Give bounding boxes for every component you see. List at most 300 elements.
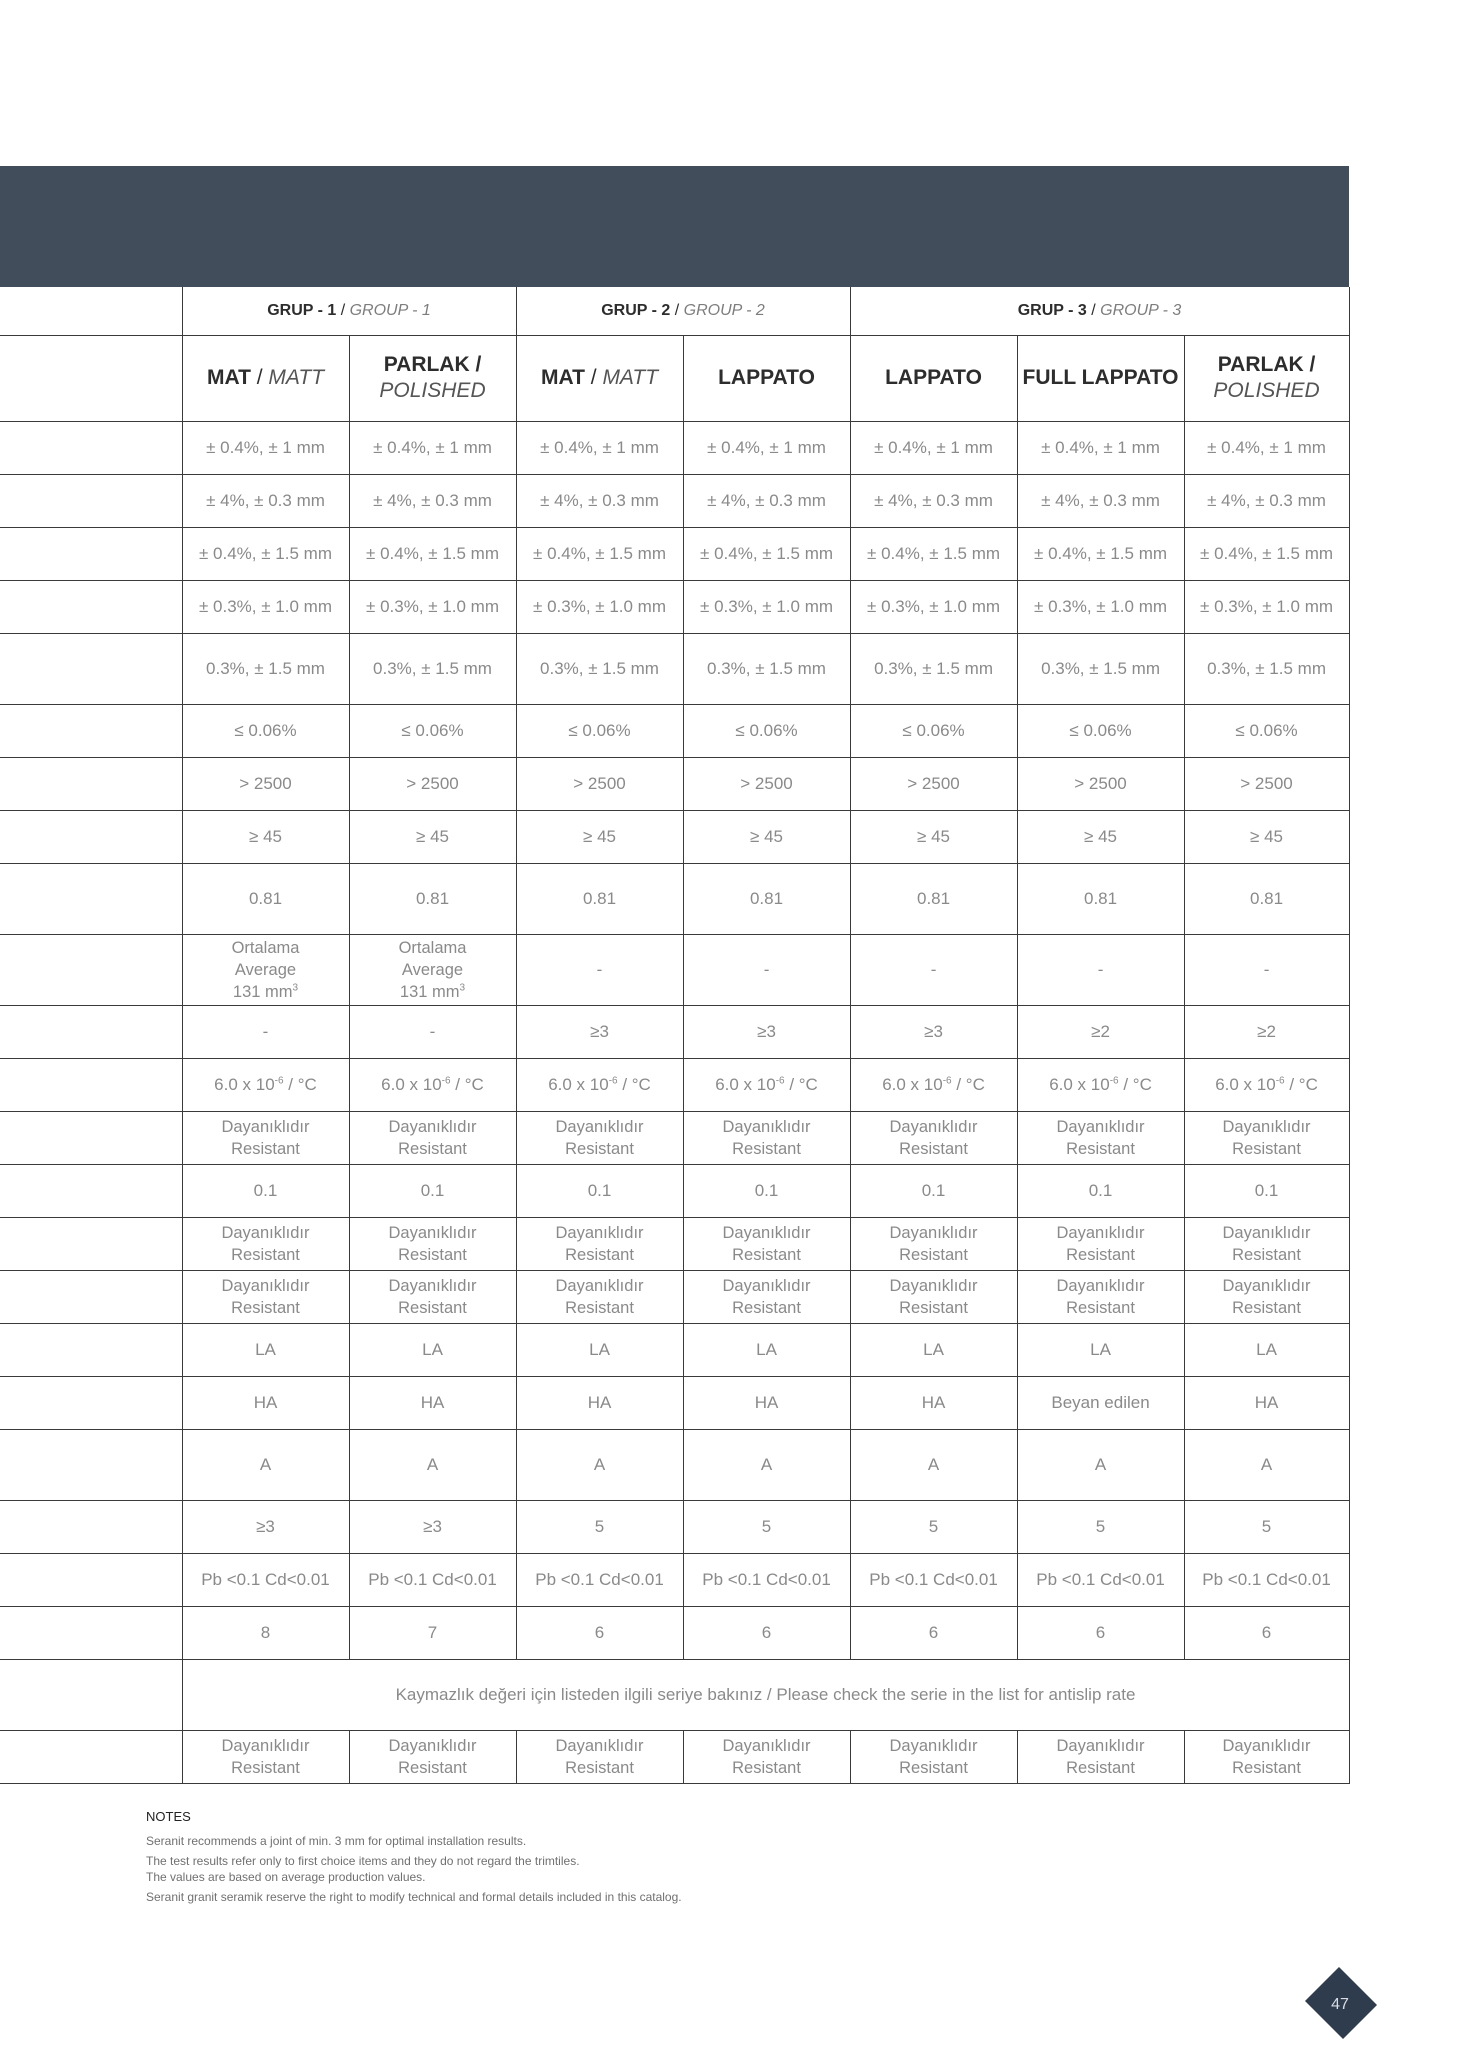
value-cell: 0.81 — [683, 863, 850, 934]
value-cell: 0.81 — [349, 863, 516, 934]
value-cell: ± 4%, ± 0.3 mm — [850, 474, 1017, 527]
value-cell: ≥ 45 — [1017, 810, 1184, 863]
value-cell: 0.1 — [516, 1164, 683, 1217]
value-line-tr: Dayanıklıdır — [889, 1223, 978, 1242]
group-2-header: GRUP - 2 / GROUP - 2 — [516, 287, 850, 335]
value-cell: > 2500 — [850, 757, 1017, 810]
value-line-tr: Dayanıklıdır — [555, 1223, 644, 1242]
value-exponent: -6 — [1275, 1074, 1285, 1086]
value-cell: - — [850, 934, 1017, 1005]
value-cell: 5 — [683, 1500, 850, 1553]
spec-row — [0, 1164, 1349, 1217]
value-cell: > 2500 — [1017, 757, 1184, 810]
value-cell: ± 0.4%, ± 1.5 mm — [516, 527, 683, 580]
value-cell: 0.1 — [850, 1164, 1017, 1217]
value-text: 131 mm — [399, 982, 460, 1001]
value-cell — [1017, 1270, 1184, 1323]
value-cell: ± 4%, ± 0.3 mm — [683, 474, 850, 527]
value-cell — [182, 1058, 349, 1111]
value-cell: - — [1017, 934, 1184, 1005]
label-cell — [0, 1058, 182, 1111]
value-cell: ± 0.3%, ± 1.0 mm — [349, 580, 516, 633]
value-line-tr: Dayanıklıdır — [889, 1117, 978, 1136]
value-unit: / °C — [617, 1074, 651, 1094]
value-exponent: -6 — [608, 1074, 618, 1086]
value-cell: LA — [683, 1323, 850, 1376]
spec-row — [0, 527, 1349, 580]
value-cell: 0.1 — [683, 1164, 850, 1217]
value-line-tr: Dayanıklıdır — [388, 1117, 477, 1136]
value-cell — [349, 1058, 516, 1111]
value-exponent: 3 — [459, 982, 466, 993]
value-cell: 0.3%, ± 1.5 mm — [683, 633, 850, 704]
value-line-amount — [185, 981, 347, 1003]
page-number: 47 — [1331, 1996, 1349, 2013]
value-cell: 8 — [182, 1606, 349, 1659]
value-cell: 0.3%, ± 1.5 mm — [1017, 633, 1184, 704]
value-cell — [683, 1111, 850, 1164]
value-line-en: Resistant — [732, 1245, 801, 1264]
value-line-en: Resistant — [1066, 1245, 1135, 1264]
value-cell: LA — [1017, 1323, 1184, 1376]
value-cell: ± 0.3%, ± 1.0 mm — [850, 580, 1017, 633]
value-exponent: -6 — [274, 1074, 284, 1086]
label-cell — [0, 1323, 182, 1376]
value-line-amount — [352, 981, 514, 1003]
value-cell — [1017, 1730, 1184, 1783]
label-cell — [0, 580, 182, 633]
value-cell: 6 — [683, 1606, 850, 1659]
value-cell: A — [683, 1429, 850, 1500]
value-line-tr: Dayanıklıdır — [889, 1736, 978, 1755]
value-cell: HA — [516, 1376, 683, 1429]
value-cell: > 2500 — [182, 757, 349, 810]
label-cell — [0, 633, 182, 704]
value-line-en: Resistant — [1066, 1758, 1135, 1777]
value-cell: 5 — [850, 1500, 1017, 1553]
group-header-row — [0, 287, 1349, 335]
label-cell — [0, 1606, 182, 1659]
value-cell — [182, 934, 349, 1005]
value-cell: ≤ 0.06% — [349, 704, 516, 757]
value-line-tr: Ortalama — [398, 938, 467, 957]
value-cell: Pb <0.1 Cd<0.01 — [683, 1553, 850, 1606]
value-cell — [850, 1217, 1017, 1270]
column-header-lappato-2: LAPPATO — [683, 335, 850, 421]
spec-row — [0, 704, 1349, 757]
value-line-en: Resistant — [565, 1139, 634, 1158]
value-line-en: Resistant — [899, 1298, 968, 1317]
value-cell — [349, 1270, 516, 1323]
value-cell: > 2500 — [349, 757, 516, 810]
label-cell — [0, 1553, 182, 1606]
value-line-tr: Dayanıklıdır — [1222, 1223, 1311, 1242]
value-cell: ± 0.4%, ± 1.5 mm — [182, 527, 349, 580]
value-cell: ± 0.4%, ± 1 mm — [850, 421, 1017, 474]
value-line-tr: Dayanıklıdır — [1222, 1736, 1311, 1755]
notes-title: NOTES — [146, 1809, 191, 1824]
column-header-row — [0, 335, 1349, 421]
value-unit: / °C — [1284, 1074, 1318, 1094]
value-cell: ≥ 45 — [1184, 810, 1349, 863]
header-band — [0, 166, 1349, 287]
value-exponent: -6 — [441, 1074, 451, 1086]
value-cell: ± 0.3%, ± 1.0 mm — [1184, 580, 1349, 633]
value-line-tr: Ortalama — [231, 938, 300, 957]
value-cell: ± 4%, ± 0.3 mm — [1184, 474, 1349, 527]
value-cell — [182, 1217, 349, 1270]
value-cell: A — [516, 1429, 683, 1500]
spec-row — [0, 1111, 1349, 1164]
value-cell: ± 0.3%, ± 1.0 mm — [683, 580, 850, 633]
column-header-polished-1: PARLAK / POLISHED — [349, 335, 516, 421]
spec-row — [0, 1323, 1349, 1376]
value-cell — [850, 1111, 1017, 1164]
value-cell: ≥3 — [850, 1005, 1017, 1058]
value-line-en: Resistant — [1232, 1139, 1301, 1158]
label-cell — [0, 474, 182, 527]
value-cell — [349, 1730, 516, 1783]
value-line-tr: Dayanıklıdır — [221, 1223, 310, 1242]
label-cell — [0, 1005, 182, 1058]
value-cell: Pb <0.1 Cd<0.01 — [850, 1553, 1017, 1606]
group-3-header: GRUP - 3 / GROUP - 3 — [850, 287, 1349, 335]
spec-row — [0, 580, 1349, 633]
value-line-tr: Dayanıklıdır — [555, 1117, 644, 1136]
value-line-en: Resistant — [231, 1245, 300, 1264]
label-cell — [0, 1111, 182, 1164]
spec-row — [0, 1058, 1349, 1111]
notes-section — [146, 1809, 1046, 1909]
value-line-en: Resistant — [732, 1139, 801, 1158]
value-exponent: -6 — [1109, 1074, 1119, 1086]
value-cell: LA — [850, 1323, 1017, 1376]
spec-row — [0, 1500, 1349, 1553]
value-cell — [516, 1217, 683, 1270]
value-exponent: -6 — [775, 1074, 785, 1086]
value-unit: / °C — [784, 1074, 818, 1094]
value-cell: 5 — [516, 1500, 683, 1553]
note-line: The values are based on average production values. — [146, 1870, 426, 1884]
value-line-tr: Dayanıklıdır — [1056, 1117, 1145, 1136]
value-cell — [182, 1111, 349, 1164]
value-cell — [516, 1730, 683, 1783]
value-line-tr: Dayanıklıdır — [889, 1276, 978, 1295]
value-cell: 0.1 — [1017, 1164, 1184, 1217]
value-cell: ± 0.4%, ± 1 mm — [349, 421, 516, 474]
value-cell: 0.3%, ± 1.5 mm — [1184, 633, 1349, 704]
note-line: Seranit recommends a joint of min. 3 mm for optimal installation results. — [146, 1834, 527, 1848]
value-cell: 6 — [516, 1606, 683, 1659]
value-cell — [683, 1730, 850, 1783]
spec-row — [0, 421, 1349, 474]
spec-row — [0, 1005, 1349, 1058]
spec-row — [0, 757, 1349, 810]
value-cell: 0.1 — [182, 1164, 349, 1217]
value-cell: HA — [349, 1376, 516, 1429]
column-header-polished-3: PARLAK / POLISHED — [1184, 335, 1349, 421]
spec-row — [0, 810, 1349, 863]
value-cell: ≥ 45 — [349, 810, 516, 863]
value-cell: ± 4%, ± 0.3 mm — [516, 474, 683, 527]
value-cell: 6 — [1184, 1606, 1349, 1659]
value-cell — [349, 934, 516, 1005]
value-cell: 0.3%, ± 1.5 mm — [516, 633, 683, 704]
value-cell — [1017, 1217, 1184, 1270]
value-cell: 0.3%, ± 1.5 mm — [850, 633, 1017, 704]
value-cell: ± 0.4%, ± 1 mm — [1184, 421, 1349, 474]
value-cell: LA — [349, 1323, 516, 1376]
label-cell — [0, 1730, 182, 1783]
spec-row — [0, 1376, 1349, 1429]
value-cell: HA — [1184, 1376, 1349, 1429]
value-line-tr: Dayanıklıdır — [221, 1736, 310, 1755]
value-cell — [1184, 1270, 1349, 1323]
value-cell: HA — [683, 1376, 850, 1429]
value-line-tr: Dayanıklıdır — [388, 1223, 477, 1242]
column-header-lappato-3: LAPPATO — [850, 335, 1017, 421]
spec-row — [0, 934, 1349, 1005]
value-line-en: Resistant — [899, 1758, 968, 1777]
value-cell: A — [349, 1429, 516, 1500]
value-line-en: Resistant — [565, 1245, 634, 1264]
value-unit: / °C — [450, 1074, 484, 1094]
value-cell — [349, 1111, 516, 1164]
value-cell: Beyan edilen — [1017, 1376, 1184, 1429]
page-number-badge — [1303, 1965, 1379, 2041]
value-line-tr: Dayanıklıdır — [722, 1117, 811, 1136]
value-line-en: Resistant — [231, 1139, 300, 1158]
value-line-en: Resistant — [899, 1139, 968, 1158]
value-cell: ≤ 0.06% — [182, 704, 349, 757]
value-line-en: Resistant — [231, 1758, 300, 1777]
value-line-en: Resistant — [398, 1139, 467, 1158]
value-cell: LA — [516, 1323, 683, 1376]
value-cell: 0.81 — [850, 863, 1017, 934]
value-line-tr: Dayanıklıdır — [722, 1736, 811, 1755]
value-cell: ± 0.4%, ± 1.5 mm — [683, 527, 850, 580]
value-line-tr: Dayanıklıdır — [555, 1276, 644, 1295]
value-cell: ≥3 — [182, 1500, 349, 1553]
value-line-en: Resistant — [1232, 1298, 1301, 1317]
value-line-en: Average — [234, 960, 297, 979]
value-text: 6.0 x 10 — [548, 1074, 609, 1094]
value-cell: 0.1 — [1184, 1164, 1349, 1217]
value-cell: ± 0.4%, ± 1.5 mm — [1184, 527, 1349, 580]
label-cell — [0, 1429, 182, 1500]
value-cell: LA — [1184, 1323, 1349, 1376]
label-cell — [0, 1164, 182, 1217]
value-line-tr: Dayanıklıdır — [1056, 1736, 1145, 1755]
spec-row — [0, 1553, 1349, 1606]
value-cell — [516, 1111, 683, 1164]
value-line-tr: Dayanıklıdır — [1222, 1276, 1311, 1295]
value-cell — [850, 1730, 1017, 1783]
label-cell — [0, 287, 182, 335]
value-line-en: Average — [401, 960, 464, 979]
value-line-tr: Dayanıklıdır — [722, 1276, 811, 1295]
value-cell: 0.81 — [1184, 863, 1349, 934]
value-cell: ± 0.4%, ± 1.5 mm — [850, 527, 1017, 580]
label-cell — [0, 421, 182, 474]
note-line: Seranit granit seramik reserve the right to modify technical and formal details included in this catalog. — [146, 1890, 682, 1904]
value-line-en: Resistant — [732, 1298, 801, 1317]
label-cell — [0, 810, 182, 863]
value-exponent: -6 — [942, 1074, 952, 1086]
value-cell — [1017, 1058, 1184, 1111]
note-line: The test results refer only to first choice items and they do not regard the trimtiles. — [146, 1854, 580, 1868]
value-unit: / °C — [1118, 1074, 1152, 1094]
value-cell: ± 4%, ± 0.3 mm — [182, 474, 349, 527]
value-cell — [1184, 1730, 1349, 1783]
column-header-mat-1: MAT / MATT — [182, 335, 349, 421]
value-cell — [1017, 1111, 1184, 1164]
value-cell — [516, 1058, 683, 1111]
value-cell: ± 4%, ± 0.3 mm — [1017, 474, 1184, 527]
spec-row — [0, 633, 1349, 704]
value-cell — [1184, 1217, 1349, 1270]
label-cell — [0, 527, 182, 580]
value-cell — [516, 1270, 683, 1323]
value-line-en: Resistant — [398, 1298, 467, 1317]
value-cell: Pb <0.1 Cd<0.01 — [1184, 1553, 1349, 1606]
value-text: 6.0 x 10 — [882, 1074, 943, 1094]
value-cell: ± 4%, ± 0.3 mm — [349, 474, 516, 527]
column-header-mat-2: MAT / MATT — [516, 335, 683, 421]
value-cell — [850, 1058, 1017, 1111]
value-line-tr: Dayanıklıdır — [1222, 1117, 1311, 1136]
value-text: 131 mm — [232, 982, 293, 1001]
value-cell: - — [1184, 934, 1349, 1005]
value-cell: ≤ 0.06% — [516, 704, 683, 757]
value-cell: ± 0.3%, ± 1.0 mm — [516, 580, 683, 633]
value-cell: ≥ 45 — [850, 810, 1017, 863]
value-cell — [683, 1217, 850, 1270]
value-cell: ≤ 0.06% — [850, 704, 1017, 757]
value-line-tr: Dayanıklıdır — [555, 1736, 644, 1755]
label-cell — [0, 1270, 182, 1323]
value-cell — [683, 1058, 850, 1111]
group-1-header: GRUP - 1 / GROUP - 1 — [182, 287, 516, 335]
value-cell — [182, 1730, 349, 1783]
value-line-en: Resistant — [565, 1298, 634, 1317]
value-cell: Pb <0.1 Cd<0.01 — [516, 1553, 683, 1606]
value-unit: / °C — [283, 1074, 317, 1094]
value-cell: HA — [850, 1376, 1017, 1429]
value-cell: ± 0.4%, ± 1 mm — [182, 421, 349, 474]
value-line-en: Resistant — [1066, 1139, 1135, 1158]
label-cell — [0, 1376, 182, 1429]
value-cell: ± 0.4%, ± 1 mm — [1017, 421, 1184, 474]
value-cell: A — [182, 1429, 349, 1500]
spec-row — [0, 1429, 1349, 1500]
column-header-full-lappato-3: FULL LAPPATO — [1017, 335, 1184, 421]
value-line-en: Resistant — [899, 1245, 968, 1264]
value-cell: ≥3 — [683, 1005, 850, 1058]
value-cell — [1184, 1058, 1349, 1111]
value-cell: ± 0.3%, ± 1.0 mm — [1017, 580, 1184, 633]
value-cell — [1184, 1111, 1349, 1164]
value-cell: HA — [182, 1376, 349, 1429]
value-line-en: Resistant — [732, 1758, 801, 1777]
value-cell: ≥ 45 — [683, 810, 850, 863]
value-text: 6.0 x 10 — [1215, 1074, 1276, 1094]
value-cell: 0.3%, ± 1.5 mm — [349, 633, 516, 704]
value-cell: 5 — [1184, 1500, 1349, 1553]
value-cell: > 2500 — [683, 757, 850, 810]
spec-row — [0, 1659, 1349, 1730]
value-cell: LA — [182, 1323, 349, 1376]
spec-row — [0, 1270, 1349, 1323]
label-cell — [0, 1659, 182, 1730]
value-cell: ≥3 — [516, 1005, 683, 1058]
value-cell: A — [1184, 1429, 1349, 1500]
value-line-en: Resistant — [1232, 1245, 1301, 1264]
value-cell: - — [349, 1005, 516, 1058]
value-cell: ≥ 45 — [516, 810, 683, 863]
value-cell: > 2500 — [1184, 757, 1349, 810]
label-cell — [0, 934, 182, 1005]
value-cell: ± 0.3%, ± 1.0 mm — [182, 580, 349, 633]
spec-row — [0, 1730, 1349, 1783]
label-cell — [0, 863, 182, 934]
value-line-en: Resistant — [398, 1245, 467, 1264]
spec-row — [0, 474, 1349, 527]
label-cell — [0, 1217, 182, 1270]
value-cell: - — [516, 934, 683, 1005]
value-line-tr: Dayanıklıdır — [1056, 1276, 1145, 1295]
value-line-en: Resistant — [565, 1758, 634, 1777]
value-cell: 0.81 — [182, 863, 349, 934]
value-cell: 0.1 — [349, 1164, 516, 1217]
value-line-tr: Dayanıklıdır — [221, 1117, 310, 1136]
value-line-en: Resistant — [1066, 1298, 1135, 1317]
value-cell: ± 0.4%, ± 1.5 mm — [349, 527, 516, 580]
value-cell: ≥3 — [349, 1500, 516, 1553]
spec-row — [0, 1217, 1349, 1270]
value-cell: ≥ 45 — [182, 810, 349, 863]
label-cell — [0, 335, 182, 421]
value-cell: A — [850, 1429, 1017, 1500]
value-text: 6.0 x 10 — [214, 1074, 275, 1094]
value-cell: - — [683, 934, 850, 1005]
value-line-en: Resistant — [398, 1758, 467, 1777]
value-cell: 5 — [1017, 1500, 1184, 1553]
value-line-tr: Dayanıklıdır — [388, 1276, 477, 1295]
antislip-note-cell: Kaymazlık değeri için listeden ilgili seriye bakınız / Please check the serie in the list for antislip rate — [182, 1659, 1349, 1730]
value-cell — [182, 1270, 349, 1323]
spec-row — [0, 863, 1349, 934]
value-cell: - — [182, 1005, 349, 1058]
value-cell: ± 0.4%, ± 1.5 mm — [1017, 527, 1184, 580]
value-cell: Pb <0.1 Cd<0.01 — [349, 1553, 516, 1606]
value-line-en: Resistant — [1232, 1758, 1301, 1777]
value-cell: ± 0.4%, ± 1 mm — [683, 421, 850, 474]
value-cell: ≤ 0.06% — [1184, 704, 1349, 757]
value-cell: Pb <0.1 Cd<0.01 — [182, 1553, 349, 1606]
value-cell: 7 — [349, 1606, 516, 1659]
value-cell: 0.81 — [516, 863, 683, 934]
value-unit: / °C — [951, 1074, 985, 1094]
value-line-tr: Dayanıklıdır — [722, 1223, 811, 1242]
value-cell: ≤ 0.06% — [1017, 704, 1184, 757]
label-cell — [0, 757, 182, 810]
value-cell: ± 0.4%, ± 1 mm — [516, 421, 683, 474]
value-cell: A — [1017, 1429, 1184, 1500]
value-line-en: Resistant — [231, 1298, 300, 1317]
value-cell: 6 — [1017, 1606, 1184, 1659]
value-text: 6.0 x 10 — [381, 1074, 442, 1094]
